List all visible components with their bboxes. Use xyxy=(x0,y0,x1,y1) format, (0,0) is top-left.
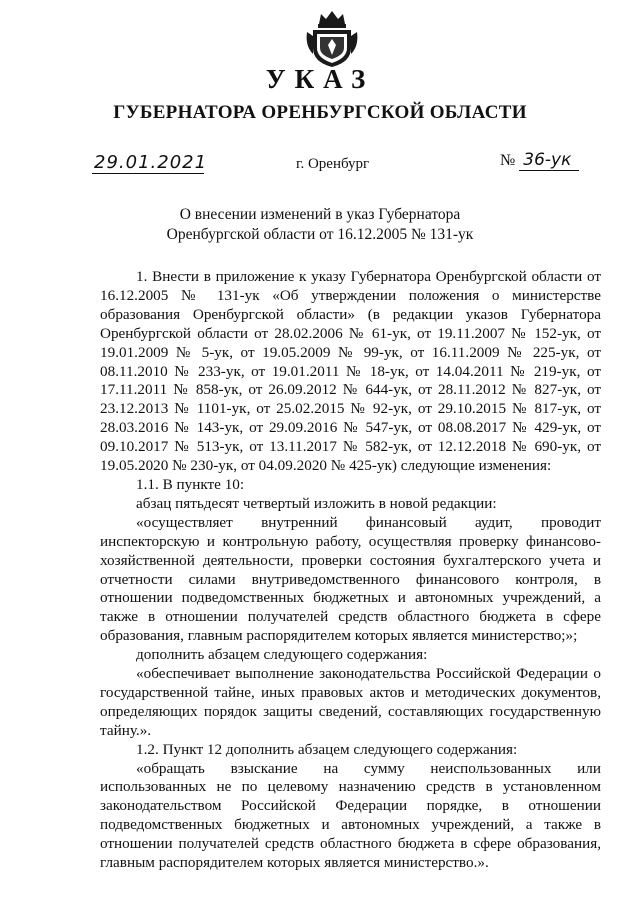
decree-subject xyxy=(0,205,640,245)
body-paragraph: «обращать взыскание на сумму неиспользованных или использованных не по целевому назначению средств в установленном законодательством Российской Федерации порядке, в отношении подведомственных бюджетных и автономных учреждений, а также в отношении получателей средств областного бюджета в сфере образования, главным распорядителем которых является министерство.». xyxy=(100,759,601,872)
subject-line-1: О внесении изменений в указ Губернатора xyxy=(179,206,461,223)
body-paragraph: 1. Внести в приложение к указу Губернатора Оренбургской области от 16.12.2005 № 131-ук «Об утверждении положения о министерстве образования Оренбургской области» (в редакции указов Губернатора Оренбургской области от 28.02.2006 № 61-ук, от 19.11.2007 № 152-ук, от 19.01.2009 № 5-ук, от 19.05.2009 № 99-ук, от 16.11.2009 № 225-ук, от 08.11.2010 № 233-ук, от 19.01.2011 № 18-ук, от 14.04.2011 № 219-ук, от 17.11.2011 № 858-ук, от 26.09.2012 № 644-ук, от 28.11.2012 № 827-ук, от 23.12.2013 № 1101-ук, от 25.02.2015 № 92-ук, от 29.10.2015 № 817-ук, от 28.03.2016 № 143-ук, от 29.09.2016 № 547-ук, от 08.08.2017 № 429-ук, от 09.10.2017 № 513-ук, от 13.11.2017 № 582-ук, от 12.12.2018 № 690-ук, от 19.05.2020 № 230-ук, от 04.09.2020 № 425-ук) следующие изменения: xyxy=(100,268,601,475)
decree-city: г. Оренбург xyxy=(296,156,370,172)
decree-number-block xyxy=(500,150,579,171)
body-paragraph: 1.2. Пункт 12 дополнить абзацем следующего содержания: xyxy=(136,740,518,758)
subject-line-2: Оренбургской области от 16.12.2005 № 131-ук xyxy=(166,226,474,243)
document-title: УКАЗ xyxy=(265,64,375,94)
document-subtitle: ГУБЕРНАТОРА ОРЕНБУРГСКОЙ ОБЛАСТИ xyxy=(113,102,527,123)
number-sign: № xyxy=(500,152,516,169)
body-paragraph: абзац пятьдесят четвертый изложить в новой редакции: xyxy=(136,494,497,512)
decree-number: 36-ук xyxy=(519,150,579,171)
body-paragraph: «обеспечивает выполнение законодательства Российской Федерации о государственной тайне, иных правовых актов и методических документов, определяющих порядок защиты сведений, составляющих государственную тайну.». xyxy=(100,665,601,739)
body-paragraph: 1.1. В пункте 10: xyxy=(136,475,245,493)
decree-date: 29.01.2021 xyxy=(94,152,208,173)
body-paragraph: «осуществляет внутренний финансовый аудит, проводит инспекторскую и контрольную работу, осуществляя проверку финансово-хозяйственной деятельности, проверки состояния бухгалтерского учета и отчетности силами внутриведомственного финансового контроля, в отношении подведомственных бюджетных и автономных учреждений, а также в отношении получателей средств областного бюджета в сфере образования, главным распорядителем которых является министерство;»; xyxy=(100,513,601,645)
coat-of-arms-icon xyxy=(305,10,359,68)
body-paragraph: дополнить абзацем следующего содержания: xyxy=(136,646,428,664)
decree-body xyxy=(100,268,601,873)
